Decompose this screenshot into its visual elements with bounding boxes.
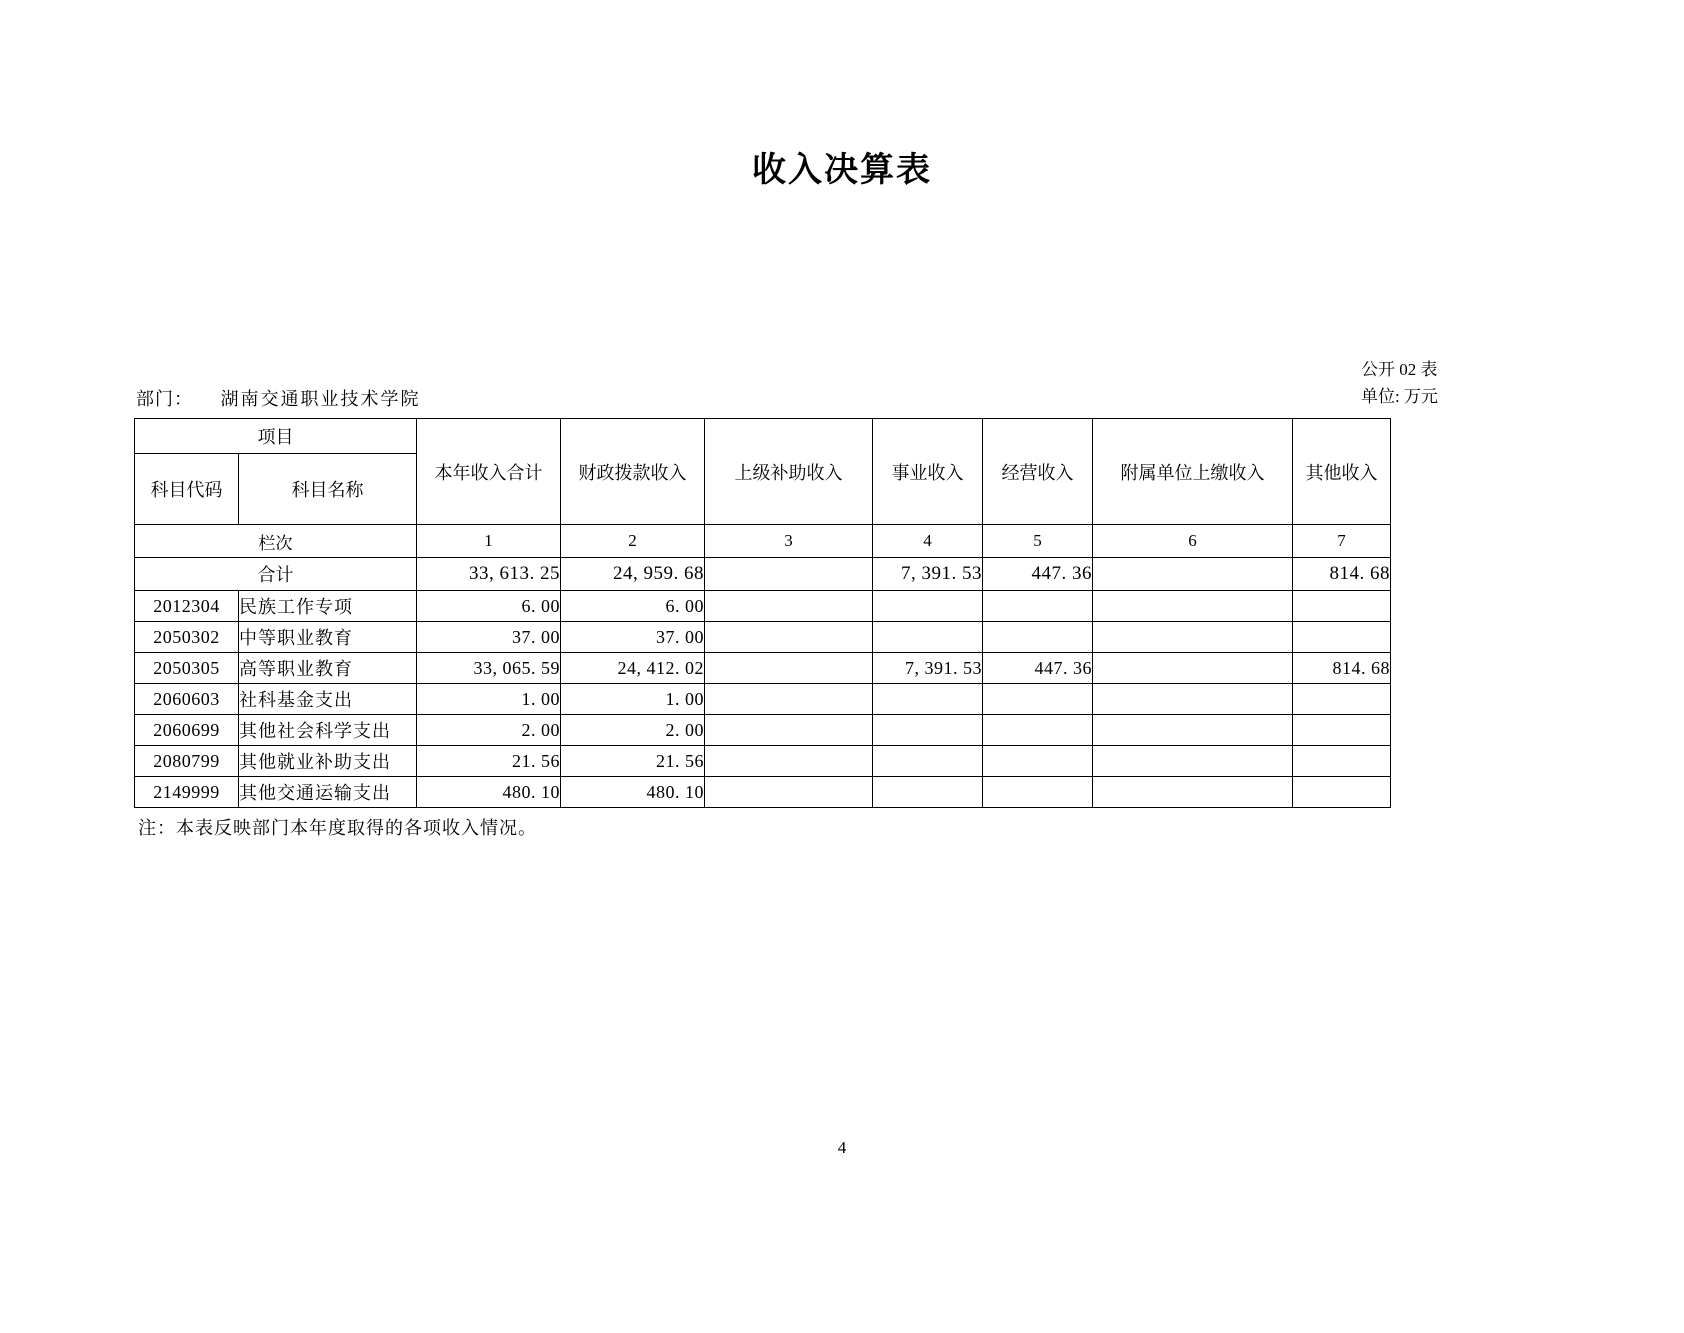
row-value-5 [983, 591, 1093, 622]
row-code: 2080799 [135, 746, 239, 777]
lanci-1: 1 [417, 525, 561, 558]
column-index-row [135, 525, 1391, 558]
row-value-2: 6. 00 [561, 591, 705, 622]
row-value-6 [1093, 715, 1293, 746]
header-col-4: 经营收入 [983, 419, 1093, 525]
department-line [136, 385, 421, 411]
row-value-6 [1093, 591, 1293, 622]
row-value-3 [705, 746, 873, 777]
row-value-2: 2. 00 [561, 715, 705, 746]
row-value-1: 480. 10 [417, 777, 561, 808]
row-value-7 [1293, 591, 1391, 622]
lanci-3: 3 [705, 525, 873, 558]
table-data-rows [135, 591, 1391, 808]
department-label: 部门： [136, 389, 193, 409]
row-value-7 [1293, 622, 1391, 653]
row-value-3 [705, 715, 873, 746]
table-row [135, 591, 1391, 622]
row-value-3 [705, 653, 873, 684]
row-name: 其他交通运输支出 [239, 777, 417, 808]
header-subject-name: 科目名称 [239, 454, 417, 525]
lanci-7: 7 [1293, 525, 1391, 558]
table-row [135, 622, 1391, 653]
total-value-3 [705, 558, 873, 591]
total-row [135, 558, 1391, 591]
row-name: 民族工作专项 [239, 591, 417, 622]
row-value-3 [705, 591, 873, 622]
header-col-5: 附属单位上缴收入 [1093, 419, 1293, 525]
total-value-1: 33, 613. 25 [417, 558, 561, 591]
row-value-4 [873, 715, 983, 746]
lanci-4: 4 [873, 525, 983, 558]
row-value-1: 33, 065. 59 [417, 653, 561, 684]
row-value-1: 2. 00 [417, 715, 561, 746]
lanci-5: 5 [983, 525, 1093, 558]
row-code: 2050305 [135, 653, 239, 684]
row-name: 高等职业教育 [239, 653, 417, 684]
header-col-2: 上级补助收入 [705, 419, 873, 525]
table-header [135, 419, 1391, 525]
row-name: 其他就业补助支出 [239, 746, 417, 777]
row-value-2: 37. 00 [561, 622, 705, 653]
row-value-2: 1. 00 [561, 684, 705, 715]
row-value-1: 6. 00 [417, 591, 561, 622]
row-name: 其他社会科学支出 [239, 715, 417, 746]
table-body [135, 525, 1391, 591]
form-meta [1361, 356, 1438, 410]
row-name: 社科基金支出 [239, 684, 417, 715]
lanci-2: 2 [561, 525, 705, 558]
table-row [135, 653, 1391, 684]
row-value-6 [1093, 746, 1293, 777]
row-value-6 [1093, 622, 1293, 653]
row-value-5 [983, 777, 1093, 808]
page-number: 4 [837, 1138, 847, 1157]
row-value-1: 37. 00 [417, 622, 561, 653]
department-value: 湖南交通职业技术学院 [220, 389, 421, 409]
header-group-project: 项目 [135, 419, 417, 454]
header-col-1: 财政拨款收入 [561, 419, 705, 525]
income-final-accounts-table [134, 418, 1391, 808]
header-row-group [135, 419, 1391, 454]
row-value-4 [873, 746, 983, 777]
row-value-5 [983, 746, 1093, 777]
row-value-4 [873, 684, 983, 715]
header-col-3: 事业收入 [873, 419, 983, 525]
row-value-5: 447. 36 [983, 653, 1093, 684]
total-value-2: 24, 959. 68 [561, 558, 705, 591]
row-code: 2050302 [135, 622, 239, 653]
lanci-6: 6 [1093, 525, 1293, 558]
total-value-6 [1093, 558, 1293, 591]
row-value-1: 21. 56 [417, 746, 561, 777]
row-value-3 [705, 777, 873, 808]
total-value-5: 447. 36 [983, 558, 1093, 591]
header-col-6: 其他收入 [1293, 419, 1391, 525]
row-value-6 [1093, 653, 1293, 684]
row-value-7 [1293, 715, 1391, 746]
table-row [135, 746, 1391, 777]
row-value-5 [983, 684, 1093, 715]
row-value-6 [1093, 777, 1293, 808]
table-row [135, 684, 1391, 715]
table-row [135, 715, 1391, 746]
total-label: 合计 [135, 558, 417, 591]
row-value-3 [705, 622, 873, 653]
row-name: 中等职业教育 [239, 622, 417, 653]
row-value-7 [1293, 684, 1391, 715]
row-value-2: 24, 412. 02 [561, 653, 705, 684]
row-code: 2149999 [135, 777, 239, 808]
lanci-label: 栏次 [135, 525, 417, 558]
header-col-0: 本年收入合计 [417, 419, 561, 525]
page-title: 收入决算表 [752, 152, 932, 189]
row-value-7: 814. 68 [1293, 653, 1391, 684]
row-value-6 [1093, 684, 1293, 715]
row-value-5 [983, 715, 1093, 746]
row-value-4 [873, 591, 983, 622]
total-value-7: 814. 68 [1293, 558, 1391, 591]
row-value-7 [1293, 777, 1391, 808]
table-row [135, 777, 1391, 808]
row-code: 2060699 [135, 715, 239, 746]
total-value-4: 7, 391. 53 [873, 558, 983, 591]
row-code: 2012304 [135, 591, 239, 622]
row-value-5 [983, 622, 1093, 653]
unit-label: 单位: 万元 [1361, 387, 1438, 407]
row-code: 2060603 [135, 684, 239, 715]
row-value-2: 480. 10 [561, 777, 705, 808]
row-value-4 [873, 777, 983, 808]
form-code-label: 公开 02 表 [1361, 360, 1438, 379]
row-value-4 [873, 622, 983, 653]
row-value-1: 1. 00 [417, 684, 561, 715]
table-note: 注：本表反映部门本年度取得的各项收入情况。 [138, 818, 537, 838]
header-subject-code: 科目代码 [135, 454, 239, 525]
row-value-4: 7, 391. 53 [873, 653, 983, 684]
row-value-3 [705, 684, 873, 715]
row-value-7 [1293, 746, 1391, 777]
row-value-2: 21. 56 [561, 746, 705, 777]
document-page [0, 142, 1684, 1333]
